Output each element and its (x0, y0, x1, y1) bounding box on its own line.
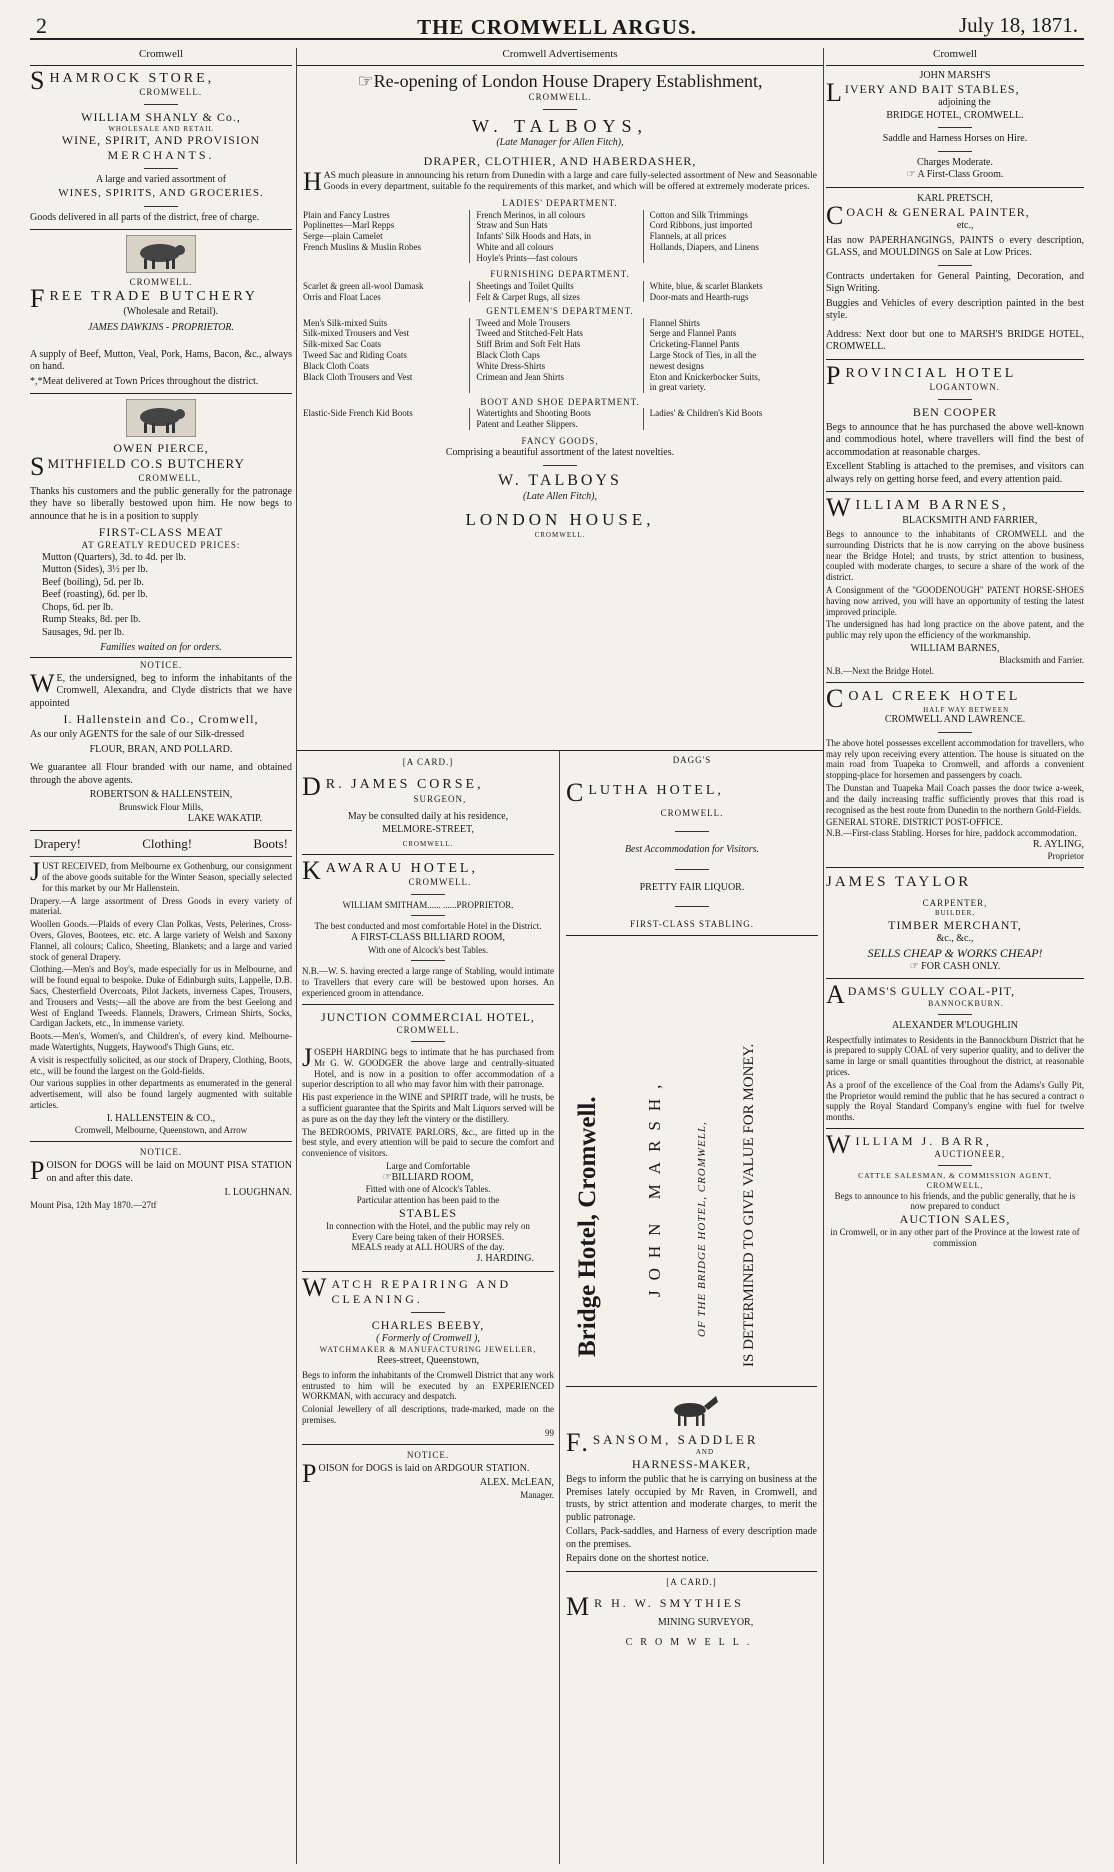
dr-corse-card (302, 757, 554, 849)
divider (675, 831, 709, 832)
ad-text: JUST RECEIVED, from Melbourne ex Gothenburg, our consignment of the above goods suitable for the Winter Season, specially selected for this market by our Mr Hallenstein. (30, 857, 292, 893)
trade-line: WINE, SPIRIT, AND PROVISION (61, 133, 261, 148)
signature: Proprietor (1047, 851, 1084, 862)
ad-town: CROMWELL. (660, 807, 724, 818)
coal-creek-hotel-ad (826, 684, 1084, 862)
horse-illustration (662, 1392, 722, 1428)
ad-text: GENERAL STORE. DISTRICT POST-OFFICE. (826, 817, 1003, 828)
ad-text: Begs to announce to the inhabitants of CROMWELL and the surrounding Districts that he is now carrying on the above business near the Bridge Hotel; and trusts, by strict attention to business, coupled with moderate charges, to secure a share of the work of the district. (826, 529, 1084, 583)
hallenstein-drapery-ad (30, 836, 292, 1136)
signature: R. AYLING, (1032, 838, 1084, 850)
ad-subtitle: HALF WAY BETWEEN (923, 705, 1010, 714)
divider (675, 869, 709, 870)
newspaper-title: THE CROMWELL ARGUS. (417, 15, 697, 39)
ad-subtitle: ( Formerly of Cromwell ), (376, 1332, 480, 1344)
ad-text: In connection with the Hotel, and the public may rely on (326, 1220, 530, 1231)
department-list (303, 408, 817, 430)
vertical-text: OF THE BRIDGE HOTEL, CROMWELL, (696, 1121, 708, 1337)
column-header: Cromwell (826, 48, 1084, 66)
department-list (303, 210, 817, 264)
firm-name: I. Hallenstein and Co., Cromwell, (63, 712, 259, 727)
ad-text: A Consignment of the "GOODENOUGH" PATENT HORSE-SHOES having now arrived, you will have an opportunity of testing the latest improved principle. (826, 584, 1084, 617)
barr-auctioneer-ad (826, 1129, 1084, 1249)
ad-title: COACH & GENERAL PAINTER, (826, 201, 1030, 231)
smithfield-butchery-ad (30, 399, 292, 654)
ad-title: SHAMROCK STORE, (30, 65, 215, 95)
divider (30, 830, 292, 831)
issue-date: July 18, 1871. (958, 13, 1078, 37)
ad-text: His past experience in the WINE and SPIRIT trade, will he trusts, be a sufficient guarantee that the Spirits and Malt Liquors served will be as pure as on the day they left the vintery or the distillery. (302, 1092, 554, 1124)
ad-text: Woollen Goods.—Plaids of every Clan Polkas, Vests, Pelerines, Cross-Overs, Gloves, Bootees, etc. etc. A large variety of Welsh and Saxony Flannel, all colours; Calico, Sheeting, Blankets; and a large and varied stock of general Drapery. (30, 919, 292, 962)
ad-text: Buggies and Vehicles of every description painted in the best style. (826, 297, 1084, 322)
ad-subtitle: DAGG'S (672, 755, 712, 765)
ad-title: JUNCTION COMMERCIAL HOTEL, (321, 1009, 535, 1024)
ad-title: FREE TRADE BUTCHERY (30, 284, 258, 314)
ad-text: Address: Next door but one to MARSH'S BRIDGE HOTEL, CROMWELL. (826, 328, 1084, 353)
ad-text: Saddle and Harness Horses on Hire. (882, 133, 1028, 145)
ad-subtitle: SURGEON, (413, 793, 467, 804)
divider (30, 657, 292, 658)
ad-text: Charges Moderate. (917, 156, 993, 168)
vertical-text: JOHN MARSH, (645, 1074, 664, 1297)
ad-title: CLUTHA HOTEL, (566, 778, 724, 808)
ad-town: LOGANTOWN. (929, 382, 1001, 393)
signature: Cromwell, Melbourne, Queenstown, and Arrow (74, 1125, 248, 1136)
department-item-group: Elastic-Side French Kid Boots (303, 408, 470, 430)
divider (543, 109, 577, 110)
page-number: 2 (36, 13, 47, 38)
department-heading: LADIES' DEPARTMENT. (502, 198, 618, 209)
ad-text: Our various supplies in other departments as enumerated in the general advertisement, will also be found largely augmented with suitable articles. (30, 1078, 292, 1111)
ad-text: WE, the undersigned, beg to inform the inhabitants of the Cromwell, Alexandra, and Clyde districts that we have appointed (30, 668, 292, 709)
notice-heading: NOTICE. (139, 659, 183, 670)
price-item: Sausages, 9d. per lb. (42, 626, 125, 638)
ad-text: The BEDROOMS, PRIVATE PARLORS, &c., are fitted up in the best style, and every attention will be paid to secure the comfort and convenience of visitors. (302, 1126, 554, 1159)
ad-text: Large and Comfortable (386, 1161, 470, 1171)
ad-number: 99 (545, 1427, 554, 1438)
ad-text: We guarantee all Flour branded with our name, and obtained through the above agents. (30, 762, 292, 786)
divider (30, 229, 292, 230)
divider (826, 682, 1084, 683)
divider (30, 856, 292, 857)
ad-text: MEALS ready at ALL HOURS of the day. (351, 1242, 505, 1253)
column-left (30, 48, 292, 1864)
ad-text: Begs to inform the public that he is carrying on business at the Premises lately occupied by Mr Raven, in Cromwell, and trusts, by strict attention and moderate charges, to merit the public patronage. (566, 1474, 817, 1523)
department-item-group: Tweed and Mole Trousers Tweed and Stitched-Felt Hats Stiff Brim and Soft Felt Hats Black Cloth Caps White Dress-Shirts Crimean and Jean Shirts (476, 318, 643, 394)
ad-title: WILLIAM J. BARR, (826, 1129, 992, 1159)
ad-text: Drapery.—A large assortment of Dress Goods in every variety of material. (30, 895, 292, 917)
department-item-group: Scarlet & green all-wool Damask Orris and Float Laces (303, 281, 470, 303)
ad-town: CROMWELL. (402, 840, 454, 848)
ad-text: Every Care being taken of their HORSES. (351, 1231, 505, 1242)
divider (411, 1041, 445, 1042)
signature: ROBERTSON & HALLENSTEIN, (89, 789, 233, 801)
ad-title: WILLIAM BARNES, (826, 493, 1009, 522)
ad-text: PRETTY FAIR LIQUOR. (639, 881, 745, 893)
ad-title-part: Boots! (253, 836, 288, 852)
ad-town: CROMWELL. (625, 1637, 758, 1649)
james-taylor-ad (826, 873, 1084, 973)
department-item-group: Sheetings and Toilet Quilts Felt & Carpet Rugs, all sizes (476, 281, 643, 303)
vertical-text: IS DETERMINED TO GIVE VALUE FOR MONEY. (741, 1043, 757, 1367)
ad-title: SMITHFIELD CO.S BUTCHERY (30, 452, 245, 482)
ad-text: in Cromwell, or in any other part of the Province at the lowest rate of commission (830, 1227, 1080, 1248)
clutha-hotel-ad (566, 755, 818, 930)
card-label: [A CARD.] (402, 757, 454, 767)
ad-text: Rees-street, Queenstown, (377, 1355, 479, 1367)
ad-title: PROVINCIAL HOTEL (826, 360, 1017, 390)
ad-text: Thanks his customers and the public generally for the patronage they have so liberally bestowed upon him. He now begs to announce that he is in a position to supply (30, 485, 292, 522)
divider (938, 1014, 972, 1015)
column-middle (296, 48, 824, 1864)
ad-heading: SELLS CHEAP & WORKS CHEAP! (867, 945, 1043, 960)
ad-town: CROMWELL, (926, 1180, 984, 1190)
divider (302, 1271, 554, 1272)
ad-heading: FIRST-CLASS MEAT (98, 525, 224, 540)
ad-text: Comprising a beautiful assortment of the latest novelties. (445, 447, 675, 459)
ad-heading: ☞BILLIARD ROOM, (382, 1171, 474, 1183)
ad-heading: A FIRST-CLASS BILLIARD ROOM, (350, 932, 506, 944)
ad-title: MR H. W. SMYTHIES (566, 1591, 744, 1621)
junction-hotel-ad (302, 1010, 554, 1266)
divider (566, 1571, 817, 1572)
divider (144, 206, 178, 207)
column-header: Cromwell (30, 48, 292, 66)
ad-text: N.B.—First-class Stabling. Horses for hire, paddock accommodation. (826, 828, 1077, 839)
ad-title-part: Clothing! (142, 836, 193, 852)
ad-text: Fitted with one of Alcock's Tables. (365, 1184, 491, 1195)
ad-text: Collars, Pack-saddles, and Harness of every description made on the premises. (566, 1526, 817, 1550)
department-list (303, 318, 817, 394)
column-right (826, 48, 1084, 1864)
divider (30, 393, 292, 394)
ad-text: May be consulted daily at his residence, (347, 811, 509, 822)
divider (543, 465, 577, 466)
department-item-group: Ladies' & Children's Kid Boots (649, 408, 763, 419)
vertical-text: Bridge Hotel, Cromwell. (574, 1096, 601, 1357)
divider (826, 1128, 1084, 1129)
department-item-group: Men's Silk-mixed Suits Silk-mixed Trousers and Vest Silk-mixed Sac Coats Tweed Sac and Riding Coats Black Cloth Coats Black Cloth Trousers and Vest (303, 318, 470, 394)
signature: I. LOUGHNAN. (224, 1187, 292, 1199)
ad-text: Repairs done on the shortest notice. (566, 1553, 709, 1564)
department-heading: FURNISHING DEPARTMENT. (490, 269, 630, 280)
ad-text: With one of Alcock's best Tables. (368, 944, 488, 955)
department-item-group: White, blue, & scarlet Blankets Door-mats and Hearth-rugs (649, 280, 763, 302)
trade-line: CATTLE SALESMAN, & COMMISSION AGENT, (858, 1171, 1052, 1181)
ad-text: MELMORE-STREET, (382, 823, 474, 835)
ad-title: LIVERY AND BAIT STABLES, (826, 78, 1020, 108)
ad-town: BANNOCKBURN. (927, 999, 1004, 1009)
pretsch-painter-ad (826, 193, 1084, 354)
ad-town: CROMWELL. (534, 530, 586, 539)
department-item-group: French Merinos, in all colours Straw and Sun Hats Infants' Silk Hoods and Hats, in White and all colours Hoyle's Prints—fast colours (476, 210, 643, 264)
ad-town: CROMWELL. (396, 1024, 460, 1035)
ad-title: COAL CREEK HOTEL (826, 684, 1021, 714)
trade-line: MERCHANTS. (107, 148, 215, 163)
divider (938, 265, 972, 266)
ad-text: A visit is respectfully solicited, as our stock of Drapery, Clothing, Boots, etc., will be found the largest on the Gold-fields. (30, 1054, 292, 1076)
signature: Blacksmith and Farrier. (999, 655, 1084, 666)
hallenstein-notice (30, 660, 292, 826)
ad-text: N.B.—W. S. having erected a large range of Stabling, would intimate to Travellers that every care will be bestowed upon horses. An experienced groom in attendance. (302, 966, 554, 998)
card-label: [A CARD.] (666, 1576, 717, 1587)
adams-gully-ad (826, 980, 1084, 1123)
ad-text: Best Accommodation for Visitors. (624, 844, 760, 855)
ad-text: Begs to inform the inhabitants of the Cromwell District that any work entrusted to him will be executed by an EXPERIENCED WORKMAN, with accuracy and despatch. (302, 1369, 554, 1402)
ad-title: ☞Re-opening of London House Drapery Establishment, (357, 70, 763, 91)
owner-name: OWEN PIERCE, (113, 441, 209, 456)
divider (826, 359, 1084, 360)
ad-heading: AUCTION SALES, (899, 1212, 1011, 1227)
ad-name: BEN COOPER (912, 404, 998, 419)
price-item: Beef (roasting), 6d. per lb. (42, 589, 148, 600)
ad-subtitle: (Late Allen Fitch), (523, 490, 597, 502)
ad-town: CROMWELL, (138, 472, 202, 483)
ad-text: ☞ FOR CASH ONLY. (909, 960, 1001, 972)
ad-title-part: Drapery! (34, 836, 81, 852)
ad-text: FIRST-CLASS STABLING. (630, 919, 754, 929)
ad-text: Families waited on for orders. (100, 642, 222, 653)
divider (30, 1141, 292, 1142)
ad-heading: FLOUR, BRAN, AND POLLARD. (89, 743, 233, 755)
ad-title: DR. JAMES CORSE, (302, 772, 484, 802)
ad-subtitle: BUILDER, (934, 909, 976, 918)
barnes-blacksmith-ad (826, 493, 1084, 677)
ad-text: As our only AGENTS for the sale of our Silk-dressed (30, 729, 245, 741)
poison-notice-ardgour (302, 1450, 554, 1501)
ad-text: POISON for DOGS will be laid on MOUNT PISA STATION on and after this date. (30, 1156, 292, 1186)
ad-text: Colonial Jewellery of all descriptions, trade-marked, made on the premises. (302, 1404, 554, 1425)
ad-title: ADAMS'S GULLY COAL-PIT, (826, 980, 1016, 1010)
ad-text: Begs to announce that he has purchased the above well-known and commodious hotel, where travellers will find the best of accommodation at reasonable charges. (826, 421, 1084, 458)
shamrock-store-ad (30, 65, 292, 224)
kawarau-hotel-ad (302, 855, 554, 999)
divider (411, 894, 445, 895)
ad-text: The Dunstan and Tuapeka Mail Coach passes the door twice a-week, and the daily increasing traffic sufficiently proves that this road is recognised as the best route from Dunedin to the northern Gold-Fields. (826, 783, 1084, 815)
trade-line: WHOLESALE AND RETAIL (108, 124, 214, 133)
ad-town: CROMWELL. (139, 87, 203, 98)
divider (302, 1004, 554, 1005)
ox-illustration (126, 235, 196, 273)
signature: W. TALBOYS (498, 471, 622, 489)
ad-text: A supply of Beef, Mutton, Veal, Pork, Hams, Bacon, &c., always on hand. (30, 348, 292, 373)
proprietor-line: JAMES DAWKINS - PROPRIETOR. (87, 322, 235, 334)
middle-left-subcolumn (297, 750, 559, 1501)
ad-town: CROMWELL. (129, 277, 193, 287)
charles-beeby-ad (302, 1272, 554, 1439)
signature: J. HARDING. (476, 1253, 534, 1265)
notice-heading: NOTICE. (406, 1449, 450, 1460)
marsh-stables-ad (826, 70, 1084, 182)
ad-title: F.SANSOM, SADDLER (566, 1428, 759, 1457)
department-heading: FANCY GOODS, (521, 436, 599, 446)
department-heading: GENTLEMEN'S DEPARTMENT. (486, 306, 634, 317)
ad-text: Excellent Stabling is attached to the premises, and visitors can always rely on getting horse feed, and every attention paid. (826, 461, 1084, 485)
ad-text: adjoining the (938, 97, 991, 109)
ad-text: Has now PAPERHANGINGS, PAINTS o every description, GLASS, and MOULDINGS on Sale at Low Prices. (826, 234, 1084, 259)
ad-title: JAMES TAYLOR (826, 874, 972, 891)
poison-notice-mount-pisa (30, 1147, 292, 1211)
signature: I. HALLENSTEIN & CO., (106, 1112, 216, 1124)
ad-name: W. TALBOYS, (471, 115, 649, 136)
price-item: Chops, 6d. per lb. (42, 601, 114, 613)
proprietor-line: WILLIAM SMITHAM...... ......PROPRIETOR. (342, 899, 514, 910)
divider (566, 1386, 817, 1387)
column-header: Cromwell Advertisements (297, 48, 823, 66)
ad-text: WINES, SPIRITS, AND GROCERIES. (58, 186, 264, 199)
provincial-hotel-ad (826, 360, 1084, 486)
ad-subtitle: (Late Manager for Allen Fitch), (496, 137, 624, 148)
divider (938, 1165, 972, 1166)
ad-text: As a proof of the excellence of the Coal from the Adams's Gully Pit, the Proprietor would remind the public that he has secured a contract o supply the Royal Standard Company's engine with fuel for twelve months. (826, 1079, 1084, 1123)
middle-right-subcolumn (559, 750, 823, 1864)
signature: ALEX. McLEAN, (479, 1477, 554, 1489)
ad-text: Respectfully intimates to Residents in the Bannockburn District that he is prepared to supply COAL of very superior quality, and to deliver the same in large or small quantities throughout the district, at reasonable prices. (826, 1034, 1084, 1077)
bridge-hotel-vertical-ad (560, 957, 824, 1377)
ad-text: &c., &c., (936, 933, 974, 945)
ad-text: *,*Meat delivered at Town Prices throughout the district. (30, 375, 259, 387)
ad-subtitle: MINING SURVEYOR, (657, 1616, 754, 1628)
ad-name: JOHN MARSH'S (919, 69, 991, 81)
ad-town: CROMWELL. (528, 92, 592, 103)
masthead (30, 8, 1084, 40)
ad-text: JOSEPH HARDING begs to intimate that he has purchased from Mr G. W. GOODGER the above large and centrally-situated Hotel, and is now in a position to offer accommodation of a superior description to all who may favor him with their patronage. (302, 1043, 554, 1090)
divider (826, 187, 1084, 188)
ad-text: Boots.—Men's, Women's, and Children's, of every kind. Melbourne-made Watertights, Nuggets, Haywood's Thigh Guns, etc. (30, 1031, 292, 1053)
ad-title: WATCH REPAIRING AND CLEANING. (302, 1272, 512, 1306)
price-item: Mutton (Quarters), 3d. to 4d. per lb. (42, 551, 186, 563)
divider (938, 127, 972, 128)
signature: LAKE WAKATIP. (187, 812, 262, 824)
ad-text: The above hotel possesses excellent accommodation for travellers, who may rely upon receiving every attention. The house is situated on the main road from Tuapeka to Cromwell, and affords a convenient stopping-place for horsemen and passengers by coach. (826, 737, 1084, 781)
department-heading: BOOT AND SHOE DEPARTMENT. (480, 397, 640, 408)
divider (938, 732, 972, 733)
divider (144, 168, 178, 169)
signature: Manager. (520, 1489, 554, 1500)
sanson-saddler-ad (560, 1381, 823, 1650)
ad-heading: AT GREATLY REDUCED PRICES: (81, 540, 241, 551)
ad-name: LONDON HOUSE, (465, 510, 655, 530)
ad-heading: TIMBER MERCHANT, (888, 918, 1022, 933)
ad-subtitle: AND (695, 1448, 715, 1457)
divider (826, 867, 1084, 868)
department-item-group: Flannel Shirts Serge and Flannel Pants Cricketing-Flannel Pants Large Stock of Ties, in all the newest designs Eton and Knickerbocker Suits, in great variety. (649, 317, 761, 393)
firm-name: WILLIAM SHANLY & Co., (81, 109, 241, 124)
divider (411, 960, 445, 961)
ad-text: HAS much pleasure in announcing his return from Dunedin with a large and care fully-selected assortment of New and Seasonable Goods in every department, suitable fo the requirements of this market, and which will be offered at extremely moderate prices. (303, 166, 817, 196)
divider (411, 1312, 445, 1313)
ad-text: ☞ A First-Class Groom. (906, 169, 1004, 181)
divider (938, 399, 972, 400)
signature: Brunswick Flour Mills, (118, 801, 204, 812)
ad-text: The best conducted and most comfortable Hotel in the District. (314, 921, 542, 932)
ad-subtitle: CARPENTER, (922, 898, 988, 909)
divider (566, 935, 818, 936)
ad-text: Goods delivered in all parts of the district, free of charge. (30, 211, 260, 223)
ad-text: A large and varied assortment of (95, 174, 227, 186)
divider (302, 854, 554, 855)
divider (144, 104, 178, 105)
ad-heading: STABLES (398, 1205, 458, 1220)
department-item-group: Plain and Fancy Lustres Poplinettes—Marl Repps Serge—plain Camelet French Muslins & Muslin Robes (303, 210, 470, 264)
notice-heading: NOTICE. (139, 1147, 183, 1158)
divider (302, 1444, 554, 1445)
department-list (303, 281, 817, 303)
price-item: Mutton (Sides), 3½ per lb. (42, 564, 148, 575)
ad-text: The undersigned has had long practice on the above patent, and the public may rely upon the efficiency of the workmanship. (826, 619, 1084, 641)
ad-title: KAWARAU HOTEL, (302, 855, 478, 885)
ad-subtitle: BLACKSMITH AND FARRIER, (902, 514, 1038, 526)
talboys-ad (297, 70, 823, 540)
price-item: Beef (boiling), 5d. per lb. (42, 576, 144, 588)
divider (675, 906, 709, 907)
signature: WILLIAM BARNES, (910, 642, 1000, 654)
free-trade-butchery-ad (30, 235, 292, 388)
ad-text: N.B.—Next the Bridge Hotel. (826, 666, 934, 677)
price-list (30, 552, 292, 640)
ad-text: Particular attention has been paid to the (356, 1195, 500, 1206)
ad-name: ALEXANDER M'LOUGHLIN (892, 1020, 1018, 1032)
ad-text: Contracts undertaken for General Painting, Decoration, and Sign Writing. (826, 270, 1084, 295)
ad-town: CROMWELL. (408, 877, 472, 888)
department-item-group: Watertights and Shooting Boots Patent and Leather Slippers. (476, 408, 643, 430)
price-item: Rump Steaks, 8d. per lb. (42, 614, 141, 625)
ad-text: BRIDGE HOTEL, CROMWELL. (886, 109, 1024, 121)
divider (826, 491, 1084, 492)
ad-name: CHARLES BEEBY, (371, 1317, 485, 1332)
divider (826, 978, 1084, 979)
ad-text: etc., (956, 220, 974, 232)
divider (411, 915, 445, 916)
ad-title (30, 836, 292, 852)
department-item-group: Cotton and Silk Trimmings Cord Ribbons, just imported Flannels, at all prices Hollands, Diapers, and Linens (649, 209, 759, 252)
ad-subtitle: AUCTIONEER, (934, 1148, 1006, 1159)
ad-text: POISON for DOGS is laid on ARDGOUR STATION. (302, 1458, 530, 1488)
ad-subtitle: CROMWELL AND LAWRENCE. (884, 714, 1026, 726)
ad-text: Begs to announce to his friends, and the public generally, that he is now prepared to conduct (834, 1190, 1076, 1212)
divider (938, 151, 972, 152)
ad-heading: HARNESS-MAKER, (631, 1457, 751, 1471)
date-line: Mount Pisa, 12th May 1870.—27tf (30, 1199, 157, 1210)
ad-text: Clothing.—Men's and Boy's, made especially for us in Melbourne, and will be found equal to bespoke. Duke of Edinburgh suits, Lappelle, D.B. Sacs, Chesterfield Overcoats, Pilot Jackets, inverness Capes, Trousers, and Trousers and Vests;—all the above are from the best Geelong and West of England Tweeds. Flannels, Drawers, Crimean Shirts, Socks, Cardigan Jackets, etc., In immense variety. (30, 964, 292, 1029)
ad-name: KARL PRETSCH, (917, 192, 993, 204)
ad-heading: DRAPER, CLOTHIER, AND HABERDASHER, (423, 153, 697, 168)
trade-line: WATCHMAKER & MANUFACTURING JEWELLER, (319, 1345, 537, 1355)
ox-illustration (126, 399, 196, 437)
ad-subtitle: (Wholesale and Retail). (123, 305, 219, 317)
